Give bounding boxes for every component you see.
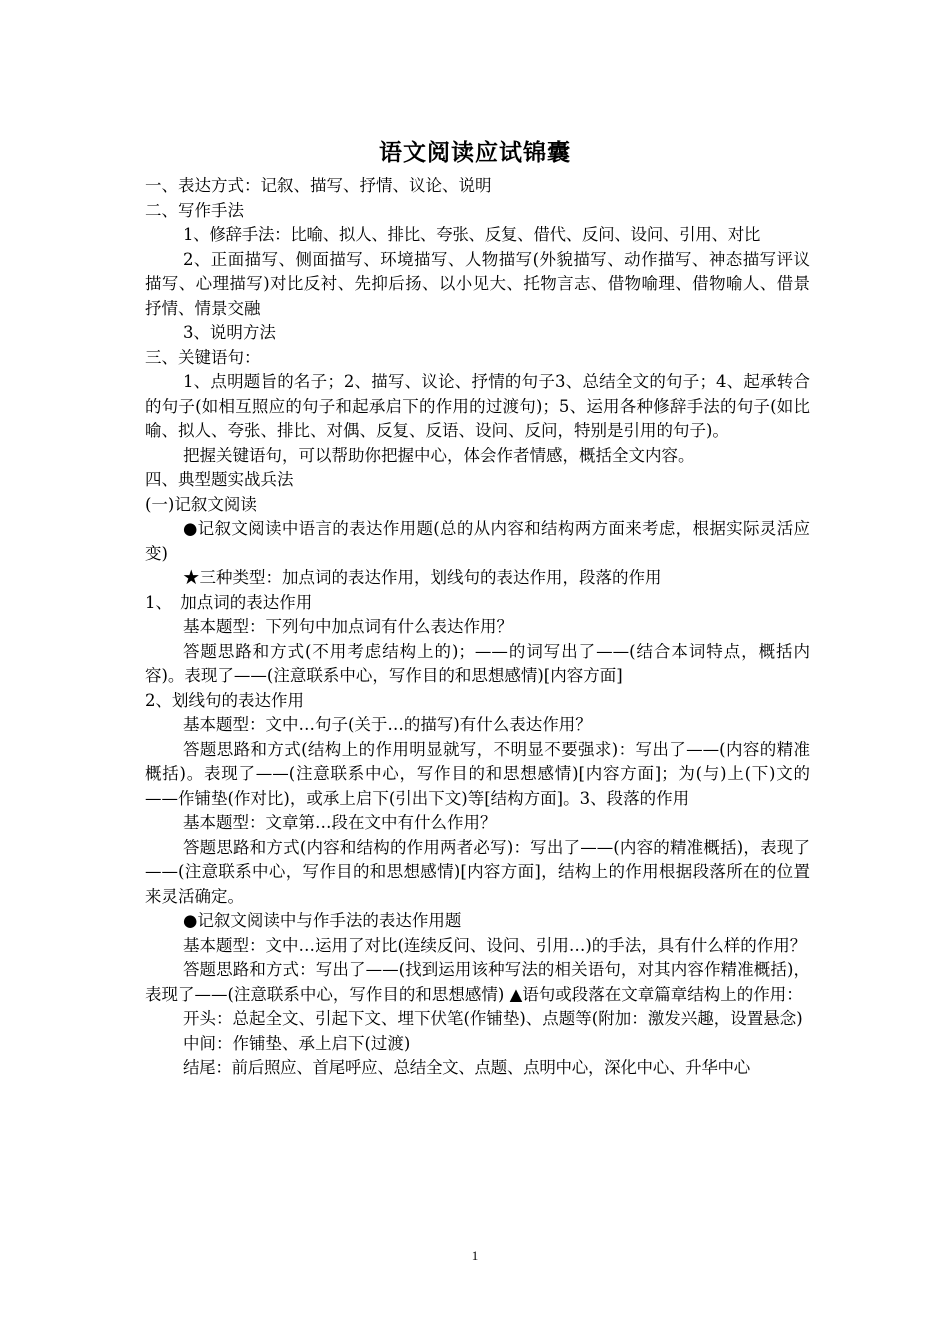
document-body (145, 174, 810, 1081)
page-number: 1 (471, 1248, 479, 1263)
paragraph: 答题思路和方式(结构上的作用明显就写，不明显不要强求)：写出了——(内容的精准概括)。表现了——(注意联系中心，写作目的和思想感情)[内容方面]；为(与)上(下)文的——作铺垫(作对比)，或承上启下(引出下文)等[结构方面]。3、段落的作用 (145, 739, 810, 808)
paragraph: 基本题型：文章第…段在文中有什么作用？ (182, 813, 497, 832)
paragraph: 四、典型题实战兵法 (145, 470, 294, 489)
paragraph: 把握关键语句，可以帮助你把握中心，体会作者情感，概括全文内容。 (182, 445, 695, 465)
paragraph: 三、关键语句： (145, 347, 261, 367)
paragraph: 结尾：前后照应、首尾呼应、总结全文、点题、点明中心，深化中心、升华中心 (182, 1058, 750, 1077)
paragraph: 答题思路和方式：写出了——(找到运用该种写法的相关语句，对其内容作精准概括)，表现了——(注意联系中心，写作目的和思想感情) ▲语句或段落在文章篇章结构上的作用： (145, 960, 810, 1004)
paragraph: 开头：总起全文、引起下文、埋下伏笔(作铺垫)、点题等(附加：激发兴趣，设置悬念) (182, 1009, 803, 1028)
paragraph: 1、 加点词的表达作用 (145, 592, 313, 612)
paragraph: 答题思路和方式(不用考虑结构上的)；——的词写出了——(结合本词特点，概括内容)。表现了——(注意联系中心，写作目的和思想感情)[内容方面] (145, 641, 810, 685)
paragraph: 3、说明方法 (182, 323, 276, 342)
paragraph: (一)记叙文阅读 (145, 494, 257, 514)
document-title: 语文阅读应试锦囊 (379, 140, 571, 166)
paragraph: 二、写作手法 (145, 200, 244, 220)
paragraph: 2、划线句的表达作用 (145, 690, 304, 710)
paragraph: 1、点明题旨的名子；2、描写、议论、抒情的句子3、总结全文的句子；4、起承转合的句子(如相互照应的句子和起承启下的作用的过渡句)；5、运用各种修辞手法的句子(如比喻、拟人、夸张、排比、对偶、反复、反语、设问、反问，特别是引用的句子)。 (145, 372, 810, 440)
paragraph: 2、正面描写、侧面描写、环境描写、人物描写(外貌描写、动作描写、神态描写评议描写、心理描写)对比反衬、先抑后扬、以小见大、托物言志、借物喻理、借物喻人、借景抒情、情景交融 (145, 249, 810, 318)
paragraph: 基本题型：文中…运用了对比(连续反问、设问、引用…)的手法，具有什么样的作用？ (182, 935, 807, 955)
paragraph: 一、表达方式：记叙、描写、抒情、议论、说明 (145, 176, 492, 195)
paragraph: 中间：作铺垫、承上启下(过渡) (182, 1033, 411, 1053)
paragraph: ●记叙文阅读中语言的表达作用题(总的从内容和结构两方面来考虑，根据实际灵活应变) (145, 519, 810, 563)
paragraph: 基本题型：文中…句子(关于…的描写)有什么表达作用？ (182, 715, 592, 734)
paragraph: 答题思路和方式(内容和结构的作用两者必写)：写出了——(内容的精准概括)，表现了——(注意联系中心，写作目的和思想感情)[内容方面]，结构上的作用根据段落所在的位置来灵活确定。 (145, 837, 810, 906)
paragraph: 1、修辞手法：比喻、拟人、排比、夸张、反复、借代、反问、设问、引用、对比 (182, 225, 761, 244)
paragraph: 基本题型：下列句中加点词有什么表达作用？ (182, 617, 513, 636)
paragraph: ●记叙文阅读中与作手法的表达作用题 (182, 911, 462, 930)
paragraph: ★三种类型：加点词的表达作用，划线句的表达作用，段落的作用 (182, 568, 662, 587)
